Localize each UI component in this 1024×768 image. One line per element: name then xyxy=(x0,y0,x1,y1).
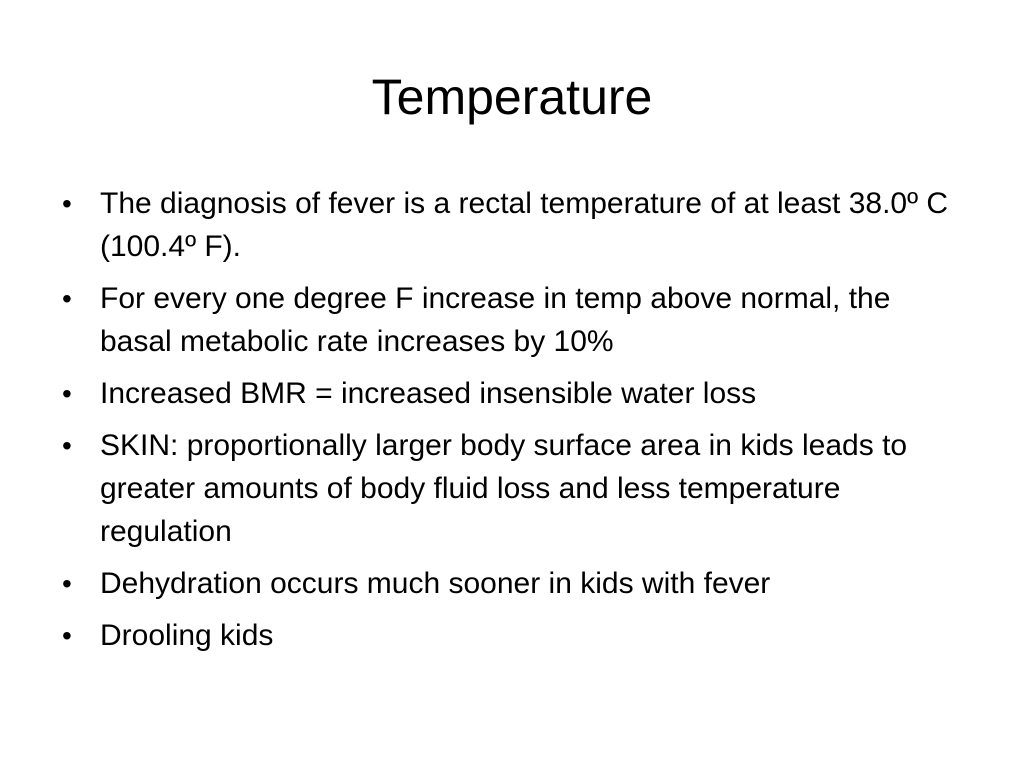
bullet-item xyxy=(60,424,960,553)
bullet-text: Dehydration occurs much sooner in kids with fever xyxy=(100,567,771,600)
bullet-marker: • xyxy=(62,188,72,219)
bullet-text: SKIN: proportionally larger body surface area in kids leads to greater amounts of body fluid loss and less temperature regulation xyxy=(100,429,908,548)
bullet-text: For every one degree F increase in temp above normal, the basal metabolic rate increases by 10% xyxy=(100,282,891,358)
bullet-marker: • xyxy=(62,283,72,314)
bullet-item xyxy=(60,562,960,605)
slide-title: Temperature xyxy=(371,69,653,125)
bullet-text: The diagnosis of fever is a rectal temperature of at least 38.0º C (100.4º F). xyxy=(100,187,949,263)
bullet-item xyxy=(60,182,960,268)
bullet-item xyxy=(60,277,960,363)
bullet-text: Increased BMR = increased insensible water loss xyxy=(100,377,757,410)
bullet-marker: • xyxy=(62,568,72,599)
bullet-item xyxy=(60,372,960,415)
bullet-text: Drooling kids xyxy=(100,619,274,652)
bullet-marker: • xyxy=(62,620,72,651)
bullet-marker: • xyxy=(62,378,72,409)
bullet-item xyxy=(60,614,960,657)
bullet-marker: • xyxy=(62,430,72,461)
bullet-list xyxy=(60,182,960,666)
